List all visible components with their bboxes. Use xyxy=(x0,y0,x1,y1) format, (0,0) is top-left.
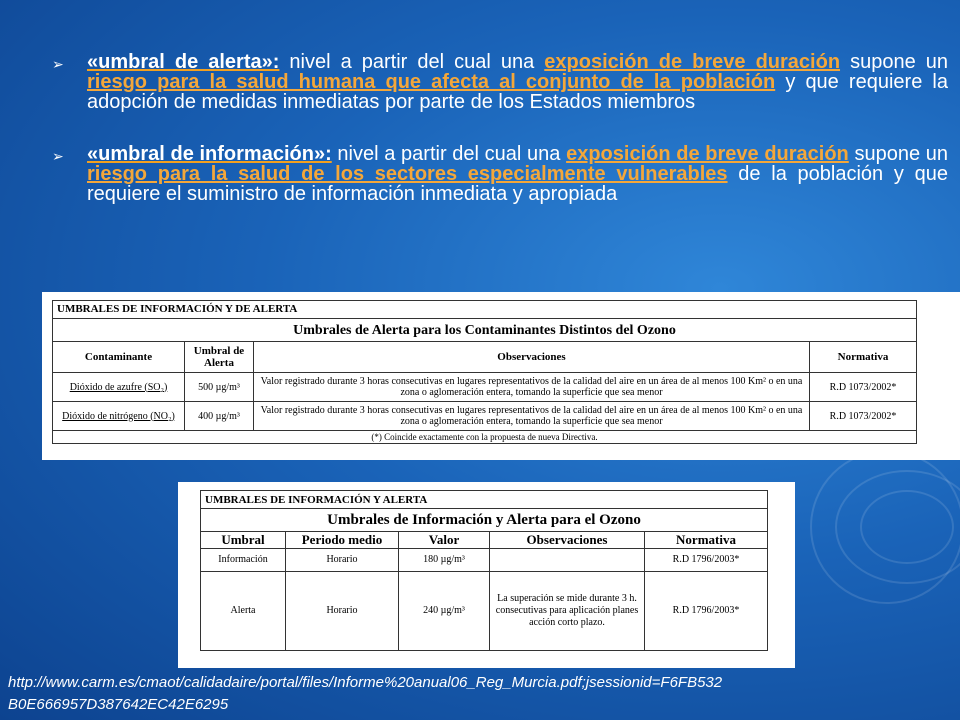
table1-title: Umbrales de Alerta para los Contaminantes Distintos del Ozono xyxy=(53,319,917,342)
source-link-line1[interactable]: http://www.carm.es/cmaot/calidadaire/portal/files/Informe%20anual06_Reg_Murcia.pdf;jsessionid=F6FB532 xyxy=(8,674,723,691)
header-normativa: Normativa xyxy=(810,342,917,373)
header-normativa: Normativa xyxy=(645,532,768,549)
cell-periodo: Horario xyxy=(286,549,399,572)
cell-normativa: R.D 1796/2003* xyxy=(645,549,768,572)
header-observaciones: Observaciones xyxy=(254,342,810,373)
table-ozone-thresholds xyxy=(200,490,768,651)
cell-contaminante: Dióxido de azufre (SO₂) xyxy=(53,373,185,402)
cell-valor: 240 µg/m³ xyxy=(399,572,490,651)
cell-observaciones: Valor registrado durante 3 horas consecutivas en lugares representativos de la calidad del aire en un área de al menos 100 Km² o en una zona o aglomeración entera, tomando la superficie que sea menor xyxy=(254,373,810,402)
source-link[interactable] xyxy=(8,672,722,716)
cell-valor: 180 µg/m³ xyxy=(399,549,490,572)
table-row xyxy=(53,402,917,431)
background-ripple xyxy=(810,450,960,604)
table-alert-thresholds xyxy=(52,300,917,444)
bullet-text: nivel a partir del cual una xyxy=(279,51,545,73)
term-umbral-informacion: «umbral de información»: xyxy=(87,143,332,165)
bullet-text: supone un xyxy=(848,143,949,165)
source-link-line2[interactable]: B0E666957D387642EC42E6295 xyxy=(8,696,229,713)
cell-normativa: R.D 1073/2002* xyxy=(810,402,917,431)
highlight-riesgo: riesgo para la salud humana que afecta al conjunto de la población xyxy=(87,71,776,93)
cell-observaciones: La superación se mide durante 3 h. consecutivas para aplicación planes acción corto plazo. xyxy=(490,572,645,651)
table-row xyxy=(201,549,768,572)
cell-umbral: Alerta xyxy=(201,572,286,651)
bullet-text: y que requiere la adopción de medidas inmediatas por parte de los Estados miembros xyxy=(87,71,949,113)
table2-title: Umbrales de Información y Alerta para el Ozono xyxy=(201,509,768,532)
cell-normativa: R.D 1796/2003* xyxy=(645,572,768,651)
cell-umbral: Información xyxy=(201,549,286,572)
cell-normativa: R.D 1073/2002* xyxy=(810,373,917,402)
header-observaciones: Observaciones xyxy=(490,532,645,549)
cell-contaminante: Dióxido de nitrógeno (NO₂) xyxy=(53,402,185,431)
arrow-bullet-icon: ➢ xyxy=(52,56,64,72)
bullet-umbral-informacion xyxy=(52,144,948,204)
table1-image xyxy=(42,292,960,460)
bullet-umbral-alerta xyxy=(52,52,948,112)
cell-observaciones xyxy=(490,549,645,572)
highlight-exposicion: exposición de breve duración xyxy=(566,143,849,165)
cell-observaciones: Valor registrado durante 3 horas consecutivas en lugares representativos de la calidad del aire en un área de al menos 100 Km² o en una zona o aglomeración entera, tomando la superficie que sea menor xyxy=(254,402,810,431)
bullet-text: de la población y que requiere el suministro de información inmediata y apropiada xyxy=(87,163,948,205)
table1-banner: UMBRALES DE INFORMACIÓN Y DE ALERTA xyxy=(53,301,917,319)
definition-list xyxy=(52,52,948,236)
table1-footnote: (*) Coincide exactamente con la propuesta de nueva Directiva. xyxy=(53,431,917,444)
table-row xyxy=(201,572,768,651)
highlight-exposicion: exposición de breve duración xyxy=(544,51,841,73)
term-umbral-alerta: «umbral de alerta»: xyxy=(87,51,280,73)
header-umbral: Umbral xyxy=(201,532,286,549)
table2-image xyxy=(178,482,795,668)
header-umbral: Umbral de Alerta xyxy=(185,342,254,373)
cell-umbral: 500 µg/m³ xyxy=(185,373,254,402)
cell-periodo: Horario xyxy=(286,572,399,651)
table2-banner: UMBRALES DE INFORMACIÓN Y ALERTA xyxy=(201,491,768,509)
bullet-text: supone un xyxy=(840,51,948,73)
table-row xyxy=(53,373,917,402)
bullet-text: nivel a partir del cual una xyxy=(331,143,567,165)
header-periodo: Periodo medio xyxy=(286,532,399,549)
highlight-riesgo: riesgo para la salud de los sectores especialmente vulnerables xyxy=(87,163,728,185)
header-contaminante: Contaminante xyxy=(53,342,185,373)
cell-umbral: 400 µg/m³ xyxy=(185,402,254,431)
header-valor: Valor xyxy=(399,532,490,549)
arrow-bullet-icon: ➢ xyxy=(52,148,64,164)
